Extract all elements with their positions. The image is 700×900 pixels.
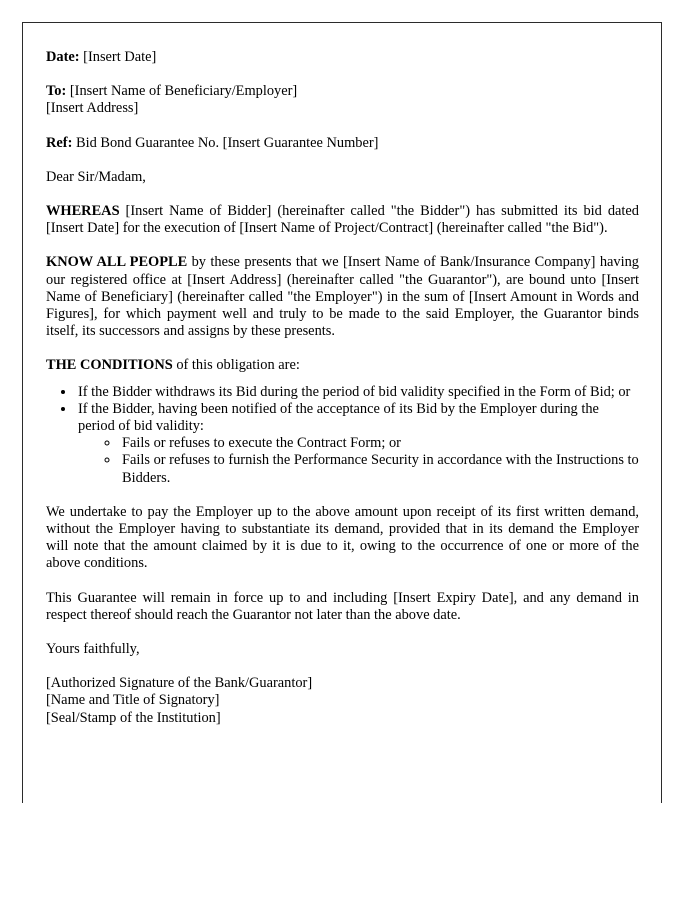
salutation: Dear Sir/Madam, [46, 168, 146, 185]
ref-value: Bid Bond Guarantee No. [Insert Guarantee Number] [72, 134, 379, 151]
document-body [46, 49, 639, 727]
subcondition-text: Fails or refuses to execute the Contract Form; or [122, 435, 401, 452]
know-all-lead: KNOW ALL PEOPLE [46, 254, 188, 271]
signature-line: [Name and Title of Signatory] [46, 692, 220, 709]
conditions-lead: THE CONDITIONS [46, 357, 173, 374]
undertaking-paragraph: We undertake to pay the Employer up to the above amount upon receipt of its first written demand, without the Employer having to substantiate its demand, provided that in its demand the Employer will note that the amount claimed by it is due to it, owing to the occurrence of one or more of the above conditions. [46, 503, 639, 572]
document-frame [22, 22, 662, 803]
date-label: Date: [46, 49, 80, 65]
expiry-paragraph: This Guarantee will remain in force up to and including [Insert Expiry Date], and any demand in respect thereof should reach the Guarantor not later than the above date. [46, 589, 639, 623]
signature-block [46, 675, 639, 727]
know-all-people-paragraph [46, 254, 639, 340]
closing-line: Yours faithfully, [46, 641, 140, 658]
to-value: [Insert Name of Beneficiary/Employer] [66, 83, 298, 100]
to-line [46, 83, 639, 100]
conditions-sublist [78, 435, 639, 487]
ref-label: Ref: [46, 134, 73, 151]
whereas-body: [Insert Name of Bidder] (hereinafter called "the Bidder") has submitted its bid dated [Insert Date] for the execution of [Insert Name of Project/Contract] (hereinafter called "the Bid"). [46, 203, 639, 237]
address-line: [Insert Address] [46, 100, 139, 117]
list-item [120, 452, 639, 486]
condition-text: If the Bidder withdraws its Bid during the period of bid validity specified in the Form of Bid; or [78, 383, 631, 400]
signature-line: [Seal/Stamp of the Institution] [46, 709, 221, 726]
list-item [76, 384, 639, 401]
date-line [46, 49, 639, 66]
list-item [120, 435, 639, 452]
conditions-list [46, 384, 639, 487]
condition-text: If the Bidder, having been notified of the acceptance of its Bid by the Employer during the period of bid validity: [78, 400, 599, 435]
conditions-heading [46, 357, 639, 374]
to-label: To: [46, 83, 67, 100]
list-item [76, 401, 639, 487]
whereas-lead: WHEREAS [46, 203, 120, 220]
date-value: [Insert Date] [79, 49, 157, 65]
ref-line [46, 135, 639, 152]
conditions-body: of this obligation are: [172, 357, 300, 374]
subcondition-text: Fails or refuses to furnish the Performance Security in accordance with the Instructions to Bidders. [122, 452, 639, 486]
know-all-body: by these presents that we [Insert Name of Bank/Insurance Company] having our registered office at [Insert Address] (hereinafter called "the Guarantor"), are bound unto [Insert Name of Beneficiary] (hereinafter called "the Employer") in the sum of [Insert Amount in Words and Figures], for which payment well and truly to be made to the said Employer, the Guarantor binds itself, its successors and assigns by these presents. [46, 254, 639, 340]
whereas-paragraph [46, 203, 639, 237]
signature-line: [Authorized Signature of the Bank/Guarantor] [46, 675, 313, 692]
